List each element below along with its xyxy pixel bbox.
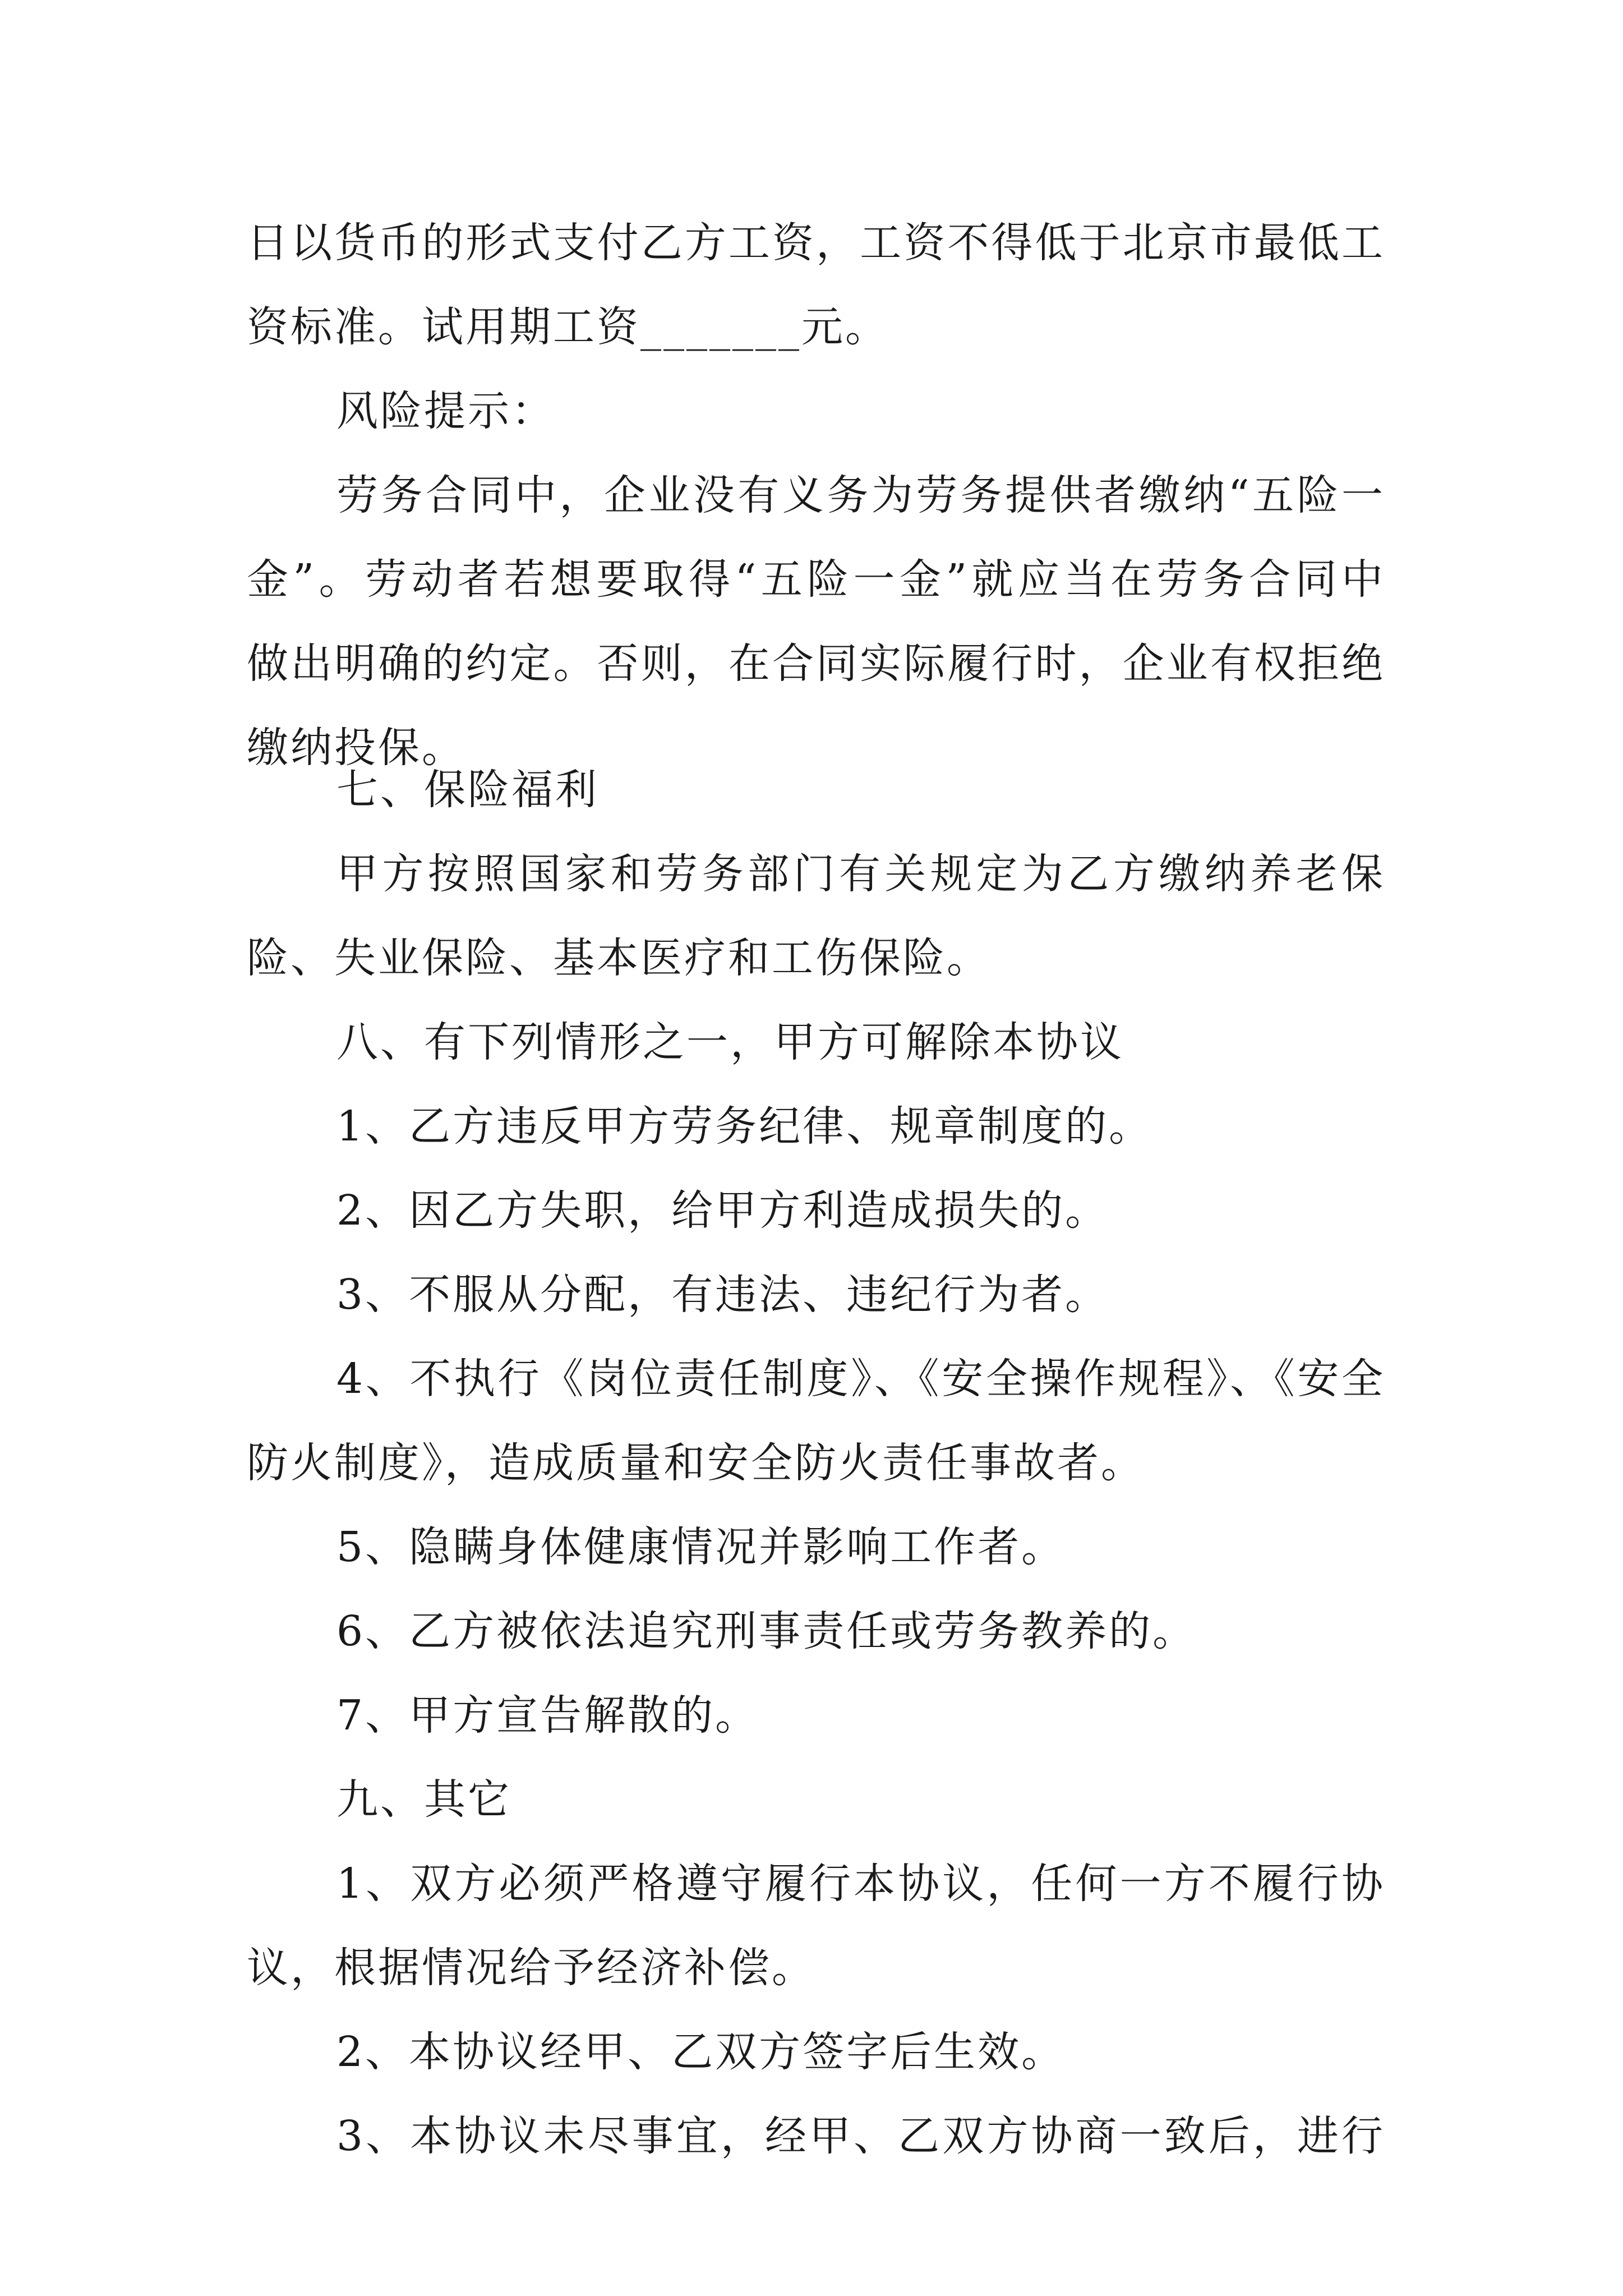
text-line: 险、失业保险、基本医疗和工伤保险。 (247, 934, 990, 982)
text-line: 资标准。试用期工资_______元。 (247, 303, 889, 351)
section-heading: 九、其它 (336, 1775, 511, 1824)
list-item: 5、隐瞒身体健康情况并影响工作者。 (336, 1523, 1066, 1571)
text-line: 风险提示： (336, 387, 555, 435)
section-heading: 八、有下列情形之一，甲方可解除本协议 (336, 1018, 1124, 1066)
text-line: 日以货币的形式支付乙方工资，工资不得低于北京市最低工 (247, 219, 1385, 267)
list-item: 6、乙方被依法追究刑事责任或劳务教养的。 (336, 1607, 1197, 1655)
list-item: 2、因乙方失职，给甲方利造成损失的。 (336, 1186, 1109, 1235)
text-line: 做出明确的约定。否则，在合同实际履行时，企业有权拒绝 (247, 639, 1385, 688)
text-line: 议，根据情况给予经济补偿。 (247, 1944, 815, 1992)
list-item: 3、不服从分配，有违法、违纪行为者。 (336, 1271, 1109, 1319)
list-item: 7、甲方宣告解散的。 (336, 1691, 759, 1740)
text-line: 甲方按照国家和劳务部门有关规定为乙方缴纳养老保 (336, 850, 1385, 898)
list-item: 2、本协议经甲、乙双方签字后生效。 (336, 2028, 1066, 2076)
text-line: 防火制度》，造成质量和安全防火责任事故者。 (247, 1439, 1145, 1487)
section-heading: 七、保险福利 (336, 766, 599, 814)
text-line: 缴纳投保。 (247, 724, 465, 772)
text-line: 劳务合同中，企业没有义务为劳务提供者缴纳“五险一 (336, 471, 1385, 519)
list-item: 4、不执行《岗位责任制度》、《安全操作规程》、《安全 (336, 1355, 1385, 1403)
list-item: 1、乙方违反甲方劳务纪律、规章制度的。 (336, 1102, 1153, 1151)
list-item: 3、本协议未尽事宜，经甲、乙双方协商一致后，进行 (336, 2112, 1385, 2160)
text-line: 金”。劳动者若想要取得“五险一金”就应当在劳务合同中 (247, 555, 1385, 604)
list-item: 1、双方必须严格遵守履行本协议，任何一方不履行协 (336, 1860, 1385, 1908)
